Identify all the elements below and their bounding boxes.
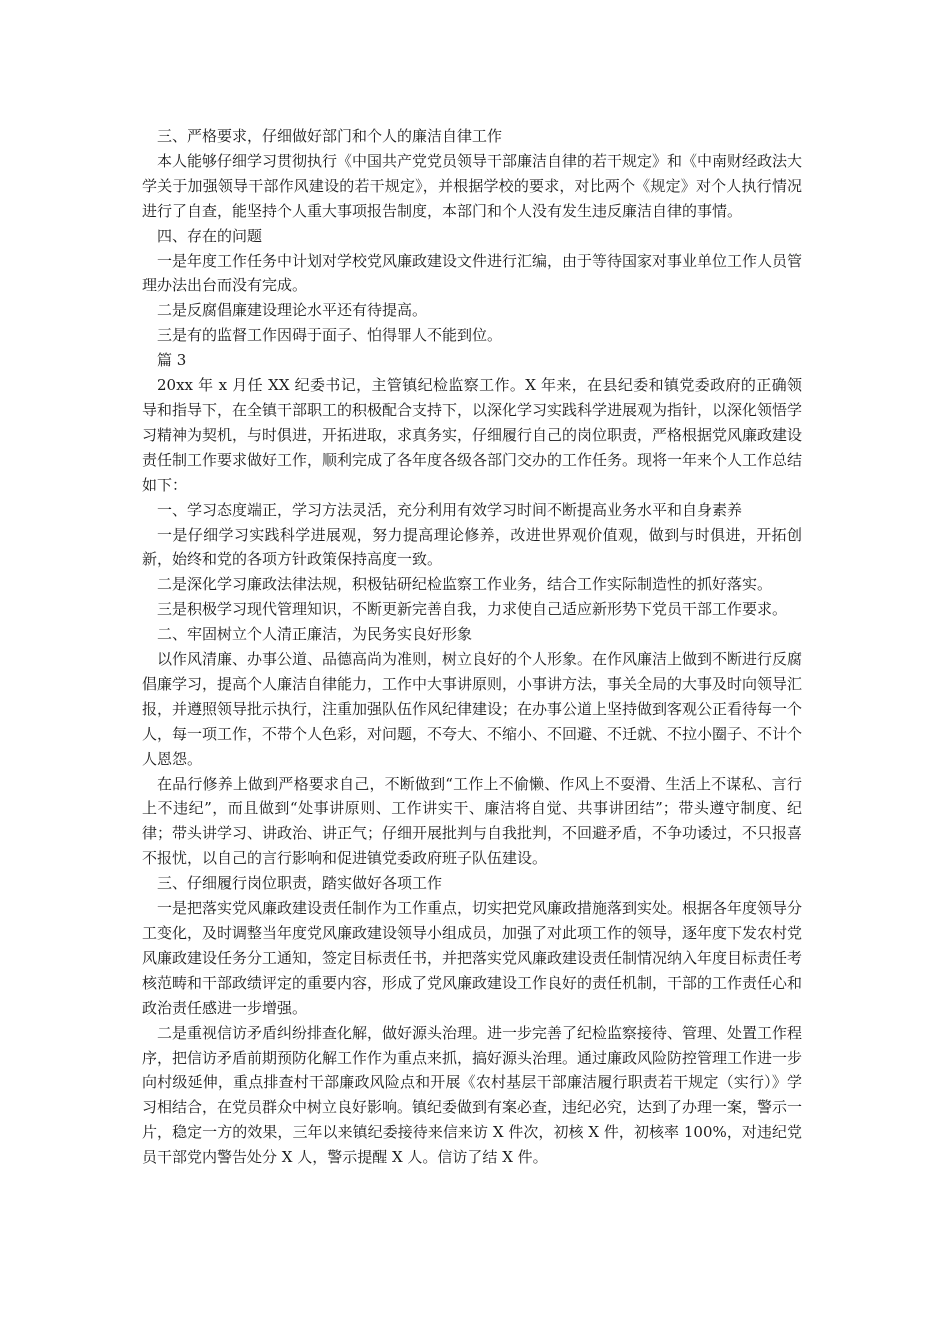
body-paragraph: 20xx 年 x 月任 XX 纪委书记，主管镇纪检监察工作。X 年来，在县纪委和镇党委政府的正确领导和指导下，在全镇干部职工的积极配合支持下，以深化学习实践科学进展观为指针，以深化领悟学习精神为契机，与时俱进，开拓进取，求真务实，仔细履行自己的岗位职责，严格根据党风廉政建设责任制工作要求做好工作，顺利完成了各年度各级各部门交办的工作任务。现将一年来个人工作总结如下： (142, 376, 803, 494)
body-paragraph: 三是积极学习现代管理知识，不断更新完善自我，力求使自己适应新形势下党员干部工作要求。 (157, 600, 788, 619)
body-paragraph: 二是深化学习廉政法律法规，积极钻研纪检监察工作业务，结合工作实际制造性的抓好落实。 (157, 575, 773, 594)
section-heading: 三、仔细履行岗位职责，踏实做好各项工作 (157, 874, 443, 893)
body-paragraph: 二是反腐倡廉建设理论水平还有待提高。 (157, 301, 428, 320)
body-paragraph: 在品行修养上做到严格要求自己，不断做到“工作上不偷懒、作风上不耍滑、生活上不谋私、言行上不违纪”，而且做到“处事讲原则、工作讲实干、廉洁将自觉、共事讲团结”；带头遵守制度、纪律；带头讲学习、讲政治、讲正气；仔细开展批判与自我批判，不回避矛盾，不争功诿过，不只报喜不报忧，以自己的言行影响和促进镇党委政府班子队伍建设。 (142, 774, 803, 868)
body-paragraph: 二是重视信访矛盾纠纷排查化解，做好源头治理。进一步完善了纪检监察接待、管理、处置工作程序，把信访矛盾前期预防化解工作作为重点来抓，搞好源头治理。通过廉政风险防控管理工作进一步向村级延伸，重点排查村干部廉政风险点和开展《农村基层干部廉洁履行职责若干规定（实行）》学习相结合，在党员群众中树立良好影响。镇纪委做到有案必查，违纪必究，达到了办理一案，警示一片，稳定一方的效果，三年以来镇纪委接待来信来访 X 件次，初核 X 件，初核率 100%，对违纪党员干部党内警告处分 X 人，警示提醒 X 人。信访了结 X 件。 (142, 1023, 803, 1167)
document-body (142, 124, 802, 1170)
section-heading: 四、存在的问题 (157, 226, 263, 245)
body-paragraph: 一是年度工作任务中计划对学校党风廉政建设文件进行汇编，由于等待国家对事业单位工作人员管理办法出台而没有完成。 (142, 251, 803, 295)
body-paragraph: 一是把落实党风廉政建设责任制作为工作重点，切实把党风廉政措施落到实处。根据各年度领导分工变化，及时调整当年度党风廉政建设领导小组成员，加强了对此项工作的领导，逐年度下发农村党风廉政建设任务分工通知，签定目标责任书，并把落实党风廉政建设责任制情况纳入年度目标责任考核范畴和干部政绩评定的重要内容，形成了党风廉政建设工作良好的责任机制，干部的工作责任心和政治责任感进一步增强。 (142, 899, 803, 1017)
section-heading: 一、学习态度端正，学习方法灵活，充分利用有效学习时间不断提高业务水平和自身素养 (157, 500, 743, 519)
section-heading: 二、牢固树立个人清正廉洁，为民务实良好形象 (157, 625, 473, 644)
body-paragraph: 本人能够仔细学习贯彻执行《中国共产党党员领导干部廉洁自律的若干规定》和《中南财经政法大学关于加强领导干部作风建设的若干规定》，并根据学校的要求，对比两个《规定》对个人执行情况进行了自查，能坚持个人重大事项报告制度，本部门和个人没有发生违反廉洁自律的事情。 (142, 151, 803, 220)
body-paragraph: 三是有的监督工作因碍于面子、怕得罪人不能到位。 (157, 326, 503, 345)
body-paragraph: 以作风清廉、办事公道、品德高尚为准则，树立良好的个人形象。在作风廉洁上做到不断进行反腐倡廉学习，提高个人廉洁自律能力，工作中大事讲原则，小事讲方法，事关全局的大事及时向领导汇报，并遵照领导批示执行，注重加强队伍作风纪律建设；在办事公道上坚持做到客观公正看待每一个人，每一项工作，不带个人色彩，对问题，不夸大、不缩小、不回避、不迁就、不拉小圈子、不计个人恩怨。 (142, 650, 803, 768)
section-heading: 三、严格要求，仔细做好部门和个人的廉洁自律工作 (157, 127, 503, 145)
chapter-marker: 篇 3 (157, 351, 187, 370)
body-paragraph: 一是仔细学习实践科学进展观，努力提高理论修养，改进世界观价值观，做到与时俱进，开拓创新，始终和党的各项方针政策保持高度一致。 (142, 525, 802, 569)
